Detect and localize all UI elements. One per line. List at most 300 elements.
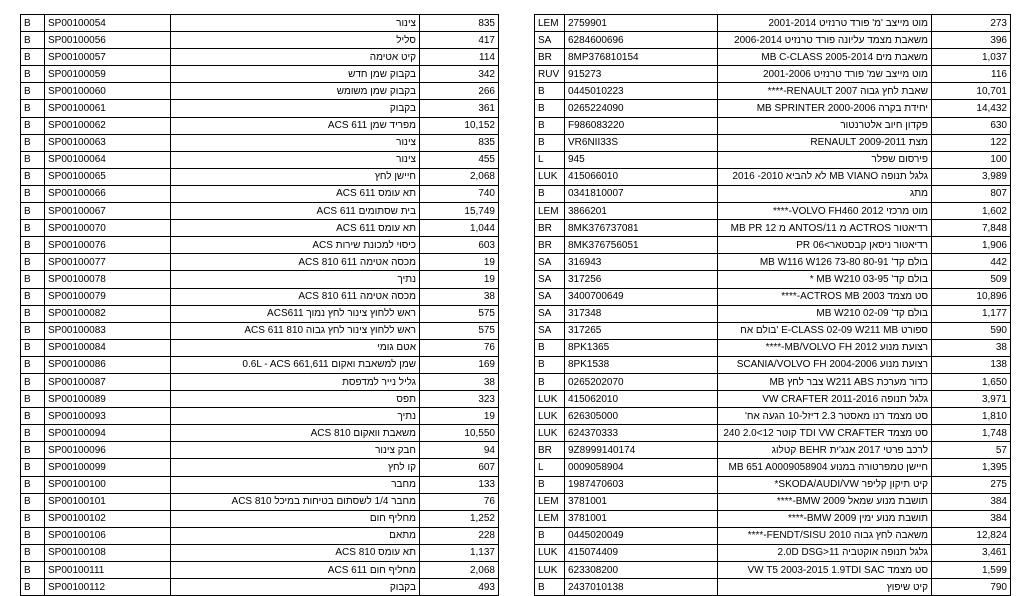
description-cell: סט מצמד רנו מאסטר 2.3 דיזל-10 הגעה אח' — [718, 408, 932, 425]
quantity-cell: 1,037 — [932, 49, 1011, 66]
description-cell: סליל — [171, 32, 420, 49]
table-row — [535, 15, 1011, 32]
quantity-cell: 835 — [420, 134, 499, 151]
quantity-cell: 12,824 — [932, 527, 1011, 544]
code-cell: 3400700649 — [565, 288, 718, 305]
right-parts-table — [534, 14, 1011, 596]
type-cell: B — [535, 117, 565, 134]
type-cell: B — [21, 579, 45, 596]
description-cell: קיט שיפוץ — [718, 579, 932, 596]
description-cell: מכסה אטימה ACS 810 611 — [171, 288, 420, 305]
code-cell: SP00100062 — [45, 117, 171, 134]
type-cell: B — [21, 49, 45, 66]
quantity-cell: 396 — [932, 32, 1011, 49]
type-cell: B — [21, 15, 45, 32]
code-cell: 6284600696 — [565, 32, 718, 49]
description-cell: רדיאטור ACTROS מ 11/ANTOS מ 12 MB PR — [718, 220, 932, 237]
table-row — [535, 579, 1011, 596]
description-cell: ראש ללחוץ צינור לחץ נמוך ACS611 — [171, 305, 420, 322]
description-cell: תא עומס ACS 611 — [171, 220, 420, 237]
type-cell: B — [21, 459, 45, 476]
quantity-cell: 607 — [420, 459, 499, 476]
quantity-cell: 3,461 — [932, 544, 1011, 561]
code-cell: SP00100059 — [45, 66, 171, 83]
description-cell: גליל נייר למדפסת — [171, 373, 420, 390]
table-row — [535, 391, 1011, 408]
type-cell: B — [535, 373, 565, 390]
table-row — [21, 322, 499, 339]
type-cell: B — [21, 544, 45, 561]
description-cell: תושבת מנוע שמאל BMW 2009-**** — [718, 493, 932, 510]
table-row — [21, 185, 499, 202]
quantity-cell: 1,599 — [932, 562, 1011, 579]
code-cell: SP00100089 — [45, 391, 171, 408]
table-row — [21, 459, 499, 476]
type-cell: SA — [535, 305, 565, 322]
table-row — [21, 49, 499, 66]
quantity-cell: 7,848 — [932, 220, 1011, 237]
code-cell: 623308200 — [565, 562, 718, 579]
quantity-cell: 10,152 — [420, 117, 499, 134]
quantity-cell: 3,971 — [932, 391, 1011, 408]
quantity-cell: 1,044 — [420, 220, 499, 237]
type-cell: L — [535, 151, 565, 168]
table-row — [21, 168, 499, 185]
description-cell: שמן למשאבת ואקום 0.6L - ACS 661,611 — [171, 356, 420, 373]
description-cell: מחבר 1/4 לשסתום בטיחות במיכל ACS 810 — [171, 493, 420, 510]
quantity-cell: 384 — [932, 493, 1011, 510]
quantity-cell: 1,252 — [420, 510, 499, 527]
code-cell: SP00100070 — [45, 220, 171, 237]
description-cell: נתיך — [171, 271, 420, 288]
quantity-cell: 442 — [932, 254, 1011, 271]
quantity-cell: 10,550 — [420, 425, 499, 442]
code-cell: 0445010223 — [565, 83, 718, 100]
type-cell: SA — [535, 288, 565, 305]
type-cell: LUK — [535, 391, 565, 408]
type-cell: L — [535, 459, 565, 476]
table-row — [535, 562, 1011, 579]
type-cell: LUK — [535, 408, 565, 425]
description-cell: מצת RENAULT 2009-2011 — [718, 134, 932, 151]
code-cell: 8PK1365 — [565, 339, 718, 356]
type-cell: B — [535, 579, 565, 596]
description-cell: לרכב פרטי 2017 אנג'ית BEHR קטלוג — [718, 442, 932, 459]
type-cell: B — [21, 356, 45, 373]
code-cell: SP00100111 — [45, 562, 171, 579]
type-cell: SA — [535, 32, 565, 49]
table-row — [21, 254, 499, 271]
code-cell: 0009058904 — [565, 459, 718, 476]
type-cell: B — [21, 100, 45, 117]
type-cell: B — [21, 562, 45, 579]
description-cell: משאבת וואקום ACS 810 — [171, 425, 420, 442]
quantity-cell: 19 — [420, 254, 499, 271]
code-cell: SP00100112 — [45, 579, 171, 596]
code-cell: SP00100108 — [45, 544, 171, 561]
description-cell: מחליף חום — [171, 510, 420, 527]
description-cell: מחבר — [171, 476, 420, 493]
type-cell: B — [21, 134, 45, 151]
quantity-cell: 493 — [420, 579, 499, 596]
quantity-cell: 3,989 — [932, 168, 1011, 185]
code-cell: SP00100056 — [45, 32, 171, 49]
table-row — [21, 373, 499, 390]
code-cell: VR6NII33S — [565, 134, 718, 151]
type-cell: B — [21, 185, 45, 202]
table-row — [535, 83, 1011, 100]
description-cell: קיט תיקון קליפר SKODA/AUDI/VW* — [718, 476, 932, 493]
description-cell: רצועת מנוע SCANIA/VOLVO FH 2004-2006 — [718, 356, 932, 373]
table-row — [21, 356, 499, 373]
table-row — [535, 339, 1011, 356]
code-cell: 2759901 — [565, 15, 718, 32]
type-cell: B — [21, 339, 45, 356]
quantity-cell: 76 — [420, 339, 499, 356]
table-row — [535, 66, 1011, 83]
quantity-cell: 603 — [420, 237, 499, 254]
code-cell: 316943 — [565, 254, 718, 271]
description-cell: נתיך — [171, 408, 420, 425]
table-row — [535, 459, 1011, 476]
table-row — [21, 100, 499, 117]
table-row — [535, 49, 1011, 66]
description-cell: מתאם — [171, 527, 420, 544]
table-row — [21, 134, 499, 151]
description-cell: מכסה אטימה ACS 810 611 — [171, 254, 420, 271]
description-cell: מוט מייצב 'מ' פורד טרנזיט 2001-2014 — [718, 15, 932, 32]
type-cell: B — [535, 100, 565, 117]
code-cell: 8PK1538 — [565, 356, 718, 373]
description-cell: צינור — [171, 134, 420, 151]
description-cell: בולם קד' MB W116 W126 73-80 80-91 — [718, 254, 932, 271]
code-cell: SP00100102 — [45, 510, 171, 527]
code-cell: SP00100084 — [45, 339, 171, 356]
type-cell: B — [21, 237, 45, 254]
table-row — [535, 271, 1011, 288]
type-cell: BR — [535, 49, 565, 66]
table-row — [535, 493, 1011, 510]
quantity-cell: 38 — [932, 339, 1011, 356]
code-cell: 624370333 — [565, 425, 718, 442]
description-cell: בקבוק — [171, 100, 420, 117]
table-row — [21, 220, 499, 237]
quantity-cell: 835 — [420, 15, 499, 32]
quantity-cell: 807 — [932, 185, 1011, 202]
description-cell: גלגל תנופה MB VIANO לא להביא 2010- 2016 — [718, 168, 932, 185]
code-cell: SP00100060 — [45, 83, 171, 100]
table-row — [21, 391, 499, 408]
table-row — [21, 237, 499, 254]
quantity-cell: 76 — [420, 493, 499, 510]
code-cell: 317256 — [565, 271, 718, 288]
table-row — [21, 442, 499, 459]
quantity-cell: 1,177 — [932, 305, 1011, 322]
table-row — [21, 408, 499, 425]
code-cell: SP00100082 — [45, 305, 171, 322]
table-row — [535, 510, 1011, 527]
description-cell: בית שסתומים ACS 611 — [171, 203, 420, 220]
quantity-cell: 1,602 — [932, 203, 1011, 220]
table-row — [21, 544, 499, 561]
description-cell: בקבוק שמן משומש — [171, 83, 420, 100]
type-cell: BR — [535, 442, 565, 459]
description-cell: רצועת מנוע MB/VOLVO FH 2012-**** — [718, 339, 932, 356]
code-cell: 0341810007 — [565, 185, 718, 202]
code-cell: SP00100077 — [45, 254, 171, 271]
code-cell: SP00100096 — [45, 442, 171, 459]
code-cell: 0265202070 — [565, 373, 718, 390]
description-cell: פקדון חיוב אלטרנטור — [718, 117, 932, 134]
table-row — [535, 237, 1011, 254]
table-row — [535, 203, 1011, 220]
quantity-cell: 590 — [932, 322, 1011, 339]
description-cell: משאבה לחץ גבוה FENDT/SISU 2010-**** — [718, 527, 932, 544]
code-cell: SP00100067 — [45, 203, 171, 220]
type-cell: B — [21, 117, 45, 134]
type-cell: BR — [535, 220, 565, 237]
quantity-cell: 15,749 — [420, 203, 499, 220]
type-cell: LEM — [535, 203, 565, 220]
description-cell: בולם קד' MB W210 02-09 — [718, 305, 932, 322]
type-cell: B — [535, 476, 565, 493]
type-cell: B — [21, 425, 45, 442]
table-row — [535, 288, 1011, 305]
code-cell: F986083220 — [565, 117, 718, 134]
quantity-cell: 417 — [420, 32, 499, 49]
description-cell: גלגל תנופה אוקטביה 2.0D DSG>11 — [718, 544, 932, 561]
description-cell: מחליף חום ACS 611 — [171, 562, 420, 579]
quantity-cell: 575 — [420, 305, 499, 322]
quantity-cell: 14,432 — [932, 100, 1011, 117]
type-cell: B — [21, 493, 45, 510]
type-cell: B — [21, 305, 45, 322]
type-cell: B — [535, 527, 565, 544]
code-cell: SP00100064 — [45, 151, 171, 168]
code-cell: 3866201 — [565, 203, 718, 220]
quantity-cell: 509 — [932, 271, 1011, 288]
type-cell: B — [21, 510, 45, 527]
table-row — [535, 117, 1011, 134]
code-cell: SP00100083 — [45, 322, 171, 339]
quantity-cell: 57 — [932, 442, 1011, 459]
quantity-cell: 114 — [420, 49, 499, 66]
description-cell: מוט מרכזי VOLVO FH460 2012-**** — [718, 203, 932, 220]
quantity-cell: 1,810 — [932, 408, 1011, 425]
description-cell: תא עומס ACS 611 — [171, 185, 420, 202]
left-table-body — [21, 15, 499, 596]
table-row — [21, 493, 499, 510]
table-row — [21, 32, 499, 49]
type-cell: B — [21, 83, 45, 100]
table-row — [535, 527, 1011, 544]
table-row — [535, 476, 1011, 493]
description-cell: רדיאטור ניסאן קבסטאר>06 PR — [718, 237, 932, 254]
code-cell: SP00100065 — [45, 168, 171, 185]
code-cell: SP00100079 — [45, 288, 171, 305]
quantity-cell: 38 — [420, 288, 499, 305]
code-cell: 317265 — [565, 322, 718, 339]
quantity-cell: 275 — [932, 476, 1011, 493]
code-cell: SP00100054 — [45, 15, 171, 32]
table-row — [535, 134, 1011, 151]
code-cell: 8MK376737081 — [565, 220, 718, 237]
table-row — [535, 544, 1011, 561]
type-cell: B — [21, 442, 45, 459]
table-row — [21, 476, 499, 493]
description-cell: חיישן טמפרטורה במנוע MB 651 A0009058904 — [718, 459, 932, 476]
table-row — [21, 271, 499, 288]
type-cell: B — [21, 391, 45, 408]
table-row — [21, 117, 499, 134]
code-cell: SP00100078 — [45, 271, 171, 288]
description-cell: סט מצמד ACTROS MB 2003-**** — [718, 288, 932, 305]
type-cell: B — [21, 527, 45, 544]
table-row — [21, 305, 499, 322]
quantity-cell: 384 — [932, 510, 1011, 527]
code-cell: 915273 — [565, 66, 718, 83]
type-cell: LUK — [535, 562, 565, 579]
description-cell: גלגל תנופה VW CRAFTER 2011-2016 — [718, 391, 932, 408]
quantity-cell: 19 — [420, 271, 499, 288]
description-cell: בולם קד' MB W210 03-95 * — [718, 271, 932, 288]
code-cell: SP00100099 — [45, 459, 171, 476]
description-cell: צינור — [171, 151, 420, 168]
type-cell: B — [21, 32, 45, 49]
code-cell: 3781001 — [565, 493, 718, 510]
table-row — [21, 66, 499, 83]
table-row — [21, 579, 499, 596]
type-cell: B — [21, 322, 45, 339]
right-table-body — [535, 15, 1011, 596]
code-cell: SP00100106 — [45, 527, 171, 544]
quantity-cell: 38 — [420, 373, 499, 390]
quantity-cell: 266 — [420, 83, 499, 100]
quantity-cell: 790 — [932, 579, 1011, 596]
description-cell: סט מצמד TDI VW CRAFTER קוטר 12>2.0 240 — [718, 425, 932, 442]
description-cell: שאבת לחץ גבוה RENAULT 2007-**** — [718, 83, 932, 100]
description-cell: קיט אטימה — [171, 49, 420, 66]
quantity-cell: 361 — [420, 100, 499, 117]
type-cell: BR — [535, 237, 565, 254]
description-cell: כדור מערכת W211 ABS צבר לחץ MB — [718, 373, 932, 390]
quantity-cell: 740 — [420, 185, 499, 202]
table-row — [535, 305, 1011, 322]
type-cell: B — [21, 203, 45, 220]
quantity-cell: 94 — [420, 442, 499, 459]
type-cell: B — [21, 254, 45, 271]
quantity-cell: 1,395 — [932, 459, 1011, 476]
description-cell: ראש ללחוץ צינור לחץ גבוה ACS 611 810 — [171, 322, 420, 339]
quantity-cell: 630 — [932, 117, 1011, 134]
type-cell: LUK — [535, 425, 565, 442]
table-row — [21, 83, 499, 100]
description-cell: יחידת בקרה MB SPRINTER 2000-2006 — [718, 100, 932, 117]
code-cell: 626305000 — [565, 408, 718, 425]
description-cell: חיישן לחץ — [171, 168, 420, 185]
quantity-cell: 455 — [420, 151, 499, 168]
description-cell: כיסוי למכונת שירות ACS — [171, 237, 420, 254]
quantity-cell: 138 — [932, 356, 1011, 373]
code-cell: SP00100093 — [45, 408, 171, 425]
type-cell: B — [21, 271, 45, 288]
quantity-cell: 133 — [420, 476, 499, 493]
type-cell: B — [535, 356, 565, 373]
quantity-cell: 116 — [932, 66, 1011, 83]
table-row — [21, 425, 499, 442]
table-row — [21, 562, 499, 579]
type-cell: B — [21, 168, 45, 185]
quantity-cell: 19 — [420, 408, 499, 425]
description-cell: תא עומס ACS 810 — [171, 544, 420, 561]
table-row — [21, 151, 499, 168]
table-row — [21, 15, 499, 32]
type-cell: B — [21, 66, 45, 83]
description-cell: מוט מייצב שמ' פורד טרנזיט 2001-2006 — [718, 66, 932, 83]
description-cell: משאבת מצמד עליונה פורד טרנזיט 2006-2014 — [718, 32, 932, 49]
description-cell: קו לחץ — [171, 459, 420, 476]
type-cell: SA — [535, 322, 565, 339]
table-row — [535, 356, 1011, 373]
quantity-cell: 1,650 — [932, 373, 1011, 390]
type-cell: LEM — [535, 493, 565, 510]
description-cell: צינור — [171, 15, 420, 32]
table-row — [21, 510, 499, 527]
code-cell: 0265224090 — [565, 100, 718, 117]
type-cell: SA — [535, 271, 565, 288]
code-cell: SP00100100 — [45, 476, 171, 493]
quantity-cell: 1,137 — [420, 544, 499, 561]
table-row — [21, 527, 499, 544]
code-cell: SP00100094 — [45, 425, 171, 442]
quantity-cell: 323 — [420, 391, 499, 408]
code-cell: 415074409 — [565, 544, 718, 561]
code-cell: 317348 — [565, 305, 718, 322]
code-cell: 415062010 — [565, 391, 718, 408]
code-cell: 945 — [565, 151, 718, 168]
quantity-cell: 100 — [932, 151, 1011, 168]
type-cell: B — [21, 476, 45, 493]
table-row — [535, 425, 1011, 442]
code-cell: 415066010 — [565, 168, 718, 185]
code-cell: 8MK376756051 — [565, 237, 718, 254]
quantity-cell: 2,068 — [420, 168, 499, 185]
type-cell: B — [535, 134, 565, 151]
code-cell: 1987470603 — [565, 476, 718, 493]
table-row — [535, 100, 1011, 117]
quantity-cell: 228 — [420, 527, 499, 544]
code-cell: 8MP376810154 — [565, 49, 718, 66]
table-row — [535, 254, 1011, 271]
type-cell: LUK — [535, 168, 565, 185]
quantity-cell: 1,748 — [932, 425, 1011, 442]
code-cell: 9Z8999140174 — [565, 442, 718, 459]
quantity-cell: 1,906 — [932, 237, 1011, 254]
code-cell: 3781001 — [565, 510, 718, 527]
type-cell: B — [21, 151, 45, 168]
table-row — [535, 185, 1011, 202]
code-cell: SP00100066 — [45, 185, 171, 202]
code-cell: SP00100101 — [45, 493, 171, 510]
type-cell: B — [535, 83, 565, 100]
type-cell: B — [535, 339, 565, 356]
table-row — [535, 32, 1011, 49]
type-cell: LUK — [535, 544, 565, 561]
type-cell: B — [21, 220, 45, 237]
type-cell: B — [21, 373, 45, 390]
code-cell: 2437010138 — [565, 579, 718, 596]
description-cell: ספורט E-CLASS 02-09 W211 MB 'בולם אח — [718, 322, 932, 339]
